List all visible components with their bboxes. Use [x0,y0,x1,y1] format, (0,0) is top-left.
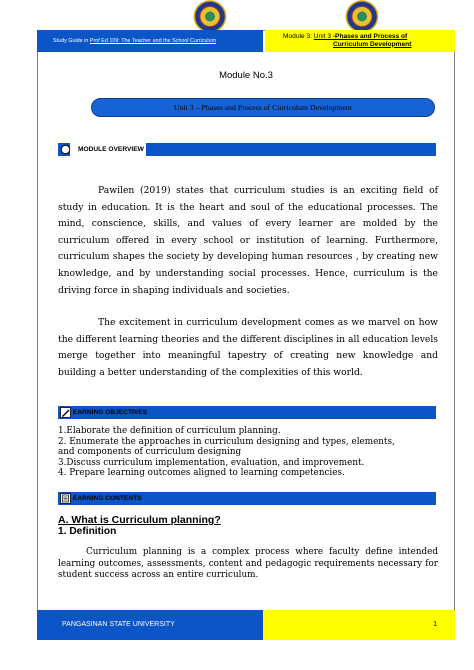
header-unit-title-1: -Phases and Process of [331,33,408,40]
header-course-title [37,30,263,52]
university-seal-icon [190,0,230,33]
learning-contents-bar [58,492,436,505]
header-module-title [265,30,455,52]
list-item: 4. Prepare learning outcomes aligned to learning competencies. [58,468,345,479]
footer-page-number: 1 [263,610,455,640]
overview-text-2: The excitement in curriculum development comes as we marvel on how the different learning theories and the different disciplines in all education levels merge together into meaningful tapestry of creating new knowledge and building a better understanding of the complexities of this world. [58,317,438,378]
section-title-contents: EARNING CONTENTS [71,492,144,505]
pencil-icon [60,407,71,418]
header-unit-title-2: Curriculum Development [333,40,412,48]
document-icon [60,493,71,504]
header-prefix: Study Guide in [53,38,90,44]
definition-heading: 1. Definition [58,526,117,537]
overview-paragraph-2 [58,315,438,381]
module-number: Module No.3 [219,70,273,81]
module-overview-bar [58,143,436,156]
list-item: 2. Enumerate the approaches in curriculum designing and types, elements, [58,436,395,447]
overview-text-1: Pawilen (2019) states that curriculum studies is an exciting field of study in education. It is the heart and soul of the educational processes. The mind, conscience, skills, and values of every learner are molded by the curriculum offered in every school or institution of learning. Furthermore, curriculum shapes the society by developing human resources , by creating new knowledge, and by understanding social processes. Hence, curriculum is the driving force in shaping individuals and societies. [58,185,438,296]
university-seal-icon [342,0,382,33]
list-item: and components of curriculum designing [58,447,242,458]
section-title-objectives: EARNING OBJECTIVES [71,406,149,419]
list-item: 1.Elaborate the definition of curriculum planning. [58,426,281,436]
objectives-list [58,426,438,479]
footer-university: PANGASINAN STATE UNIVERSITY [62,621,175,628]
overview-paragraph-1 [58,183,438,299]
definition-text: Curriculum planning is a complex process where faculty define intended learning outcomes, assessments, content and pedagogic requirements necessary for student success across an entire curriculum. [58,547,438,580]
section-title-overview: MODULE OVERVIEW [70,143,148,156]
list-item: 3.Discuss curriculum implementation, evaluation, and improvement. [58,457,365,468]
page-header [37,30,455,52]
header-module: Module 3: [283,33,314,40]
header-unit: Unit 3 [313,33,332,40]
page-footer [37,610,455,640]
header-course: Prof Ed 109: The Teacher and the School Curriculum [89,38,217,44]
unit-title: Unit 3 – Phases and Process of Curriculum Development [91,98,435,117]
content-question: A. What is Curriculum planning? [58,514,221,526]
definition-paragraph [58,547,438,582]
learning-objectives-bar [58,406,436,419]
